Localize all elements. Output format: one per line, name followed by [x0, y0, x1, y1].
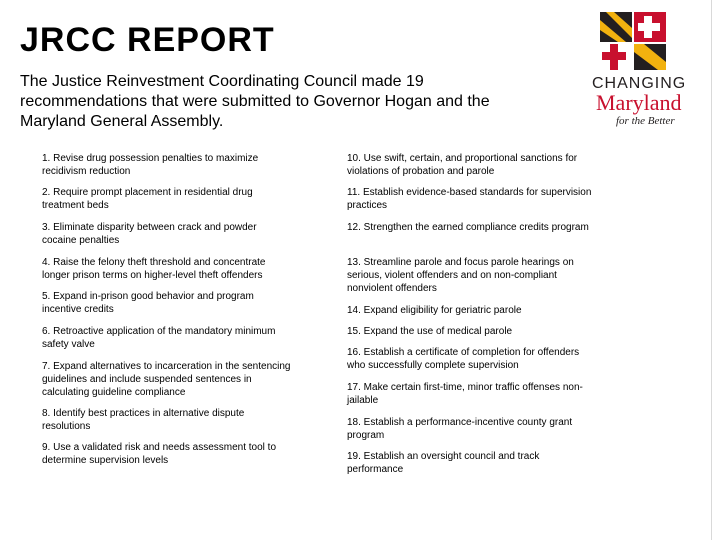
maryland-flag-icon	[600, 12, 666, 70]
recommendation-4: 4. Raise the felony theft threshold and concentrate longer prison terms on higher-level theft offenders	[42, 257, 266, 281]
recommendation-18: 18. Establish a performance-incentive county grant program	[347, 417, 573, 441]
logo-word-maryland: Maryland	[596, 90, 682, 115]
recommendation-6: 6. Retroactive application of the mandatory minimum safety valve	[42, 326, 276, 350]
recommendation-3: 3. Eliminate disparity between crack and powder cocaine penalties	[42, 222, 257, 246]
logo-word-changing: CHANGING	[592, 75, 687, 92]
recommendation-7: 7. Expand alternatives to incarceration in the sentencing guidelines and include suspended sentences in calculating guideline compliance	[42, 361, 291, 398]
logo-tagline: for the Better	[616, 115, 675, 127]
changing-maryland-logo	[586, 12, 698, 127]
recommendation-9: 9. Use a validated risk and needs assessment tool to determine supervision levels	[42, 442, 277, 466]
recommendation-8: 8. Identify best practices in alternative dispute resolutions	[42, 408, 245, 432]
recommendation-17: 17. Make certain first-time, minor traffic offenses non-jailable	[347, 382, 583, 406]
page-title: JRCC REPORT	[20, 21, 275, 59]
recommendation-1: 1. Revise drug possession penalties to maximize recidivism reduction	[42, 153, 259, 177]
recommendation-11: 11. Establish evidence-based standards for supervision practices	[347, 187, 592, 211]
recommendation-10: 10. Use swift, certain, and proportional sanctions for violations of probation and parole	[347, 153, 578, 177]
recommendation-14: 14. Expand eligibility for geriatric parole	[347, 305, 522, 316]
recommendation-19: 19. Establish an oversight council and track performance	[347, 451, 540, 475]
recommendation-13: 13. Streamline parole and focus parole hearings on serious, violent offenders and on non-compliant nonviolent offenders	[347, 257, 574, 294]
intro-paragraph: The Justice Reinvestment Coordinating Council made 19 recommendations that were submitted to Governor Hogan and the Maryland General Assembly.	[20, 73, 490, 130]
recommendation-16: 16. Establish a certificate of completion for offenders who successfully complete supervision	[347, 347, 580, 371]
recommendation-12: 12. Strengthen the earned compliance credits program	[347, 222, 589, 233]
recommendation-5: 5. Expand in-prison good behavior and program incentive credits	[42, 291, 254, 315]
recommendation-2: 2. Require prompt placement in residential drug treatment beds	[42, 187, 253, 211]
right-edge-rule	[711, 0, 712, 540]
recommendation-15: 15. Expand the use of medical parole	[347, 326, 513, 337]
